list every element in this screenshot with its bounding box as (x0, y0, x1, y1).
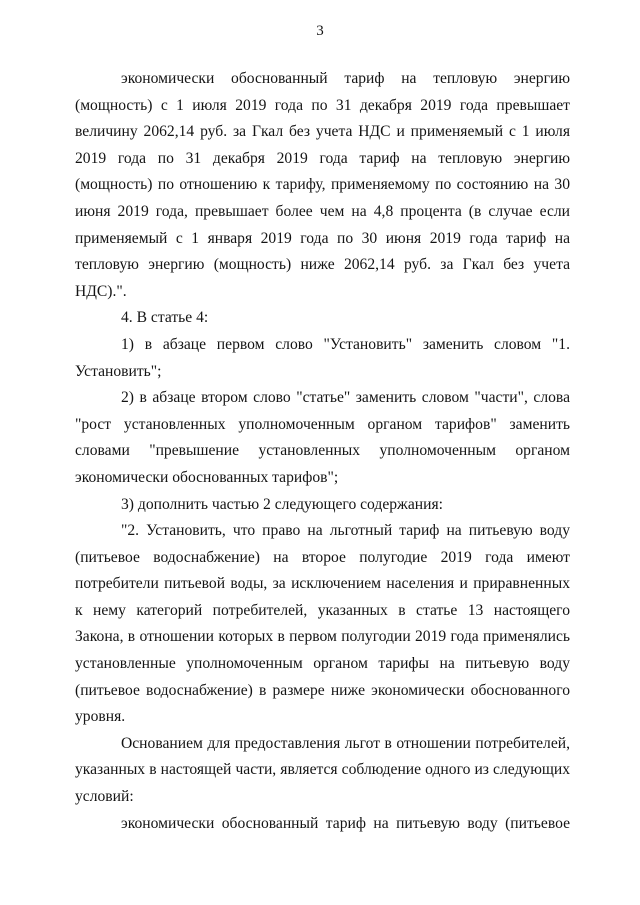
paragraph-item-2: 2) в абзаце втором слово "статье" заменить словом "части", слова "рост установленных уполномоченным органом тарифов" заменить словами "превышение установленных уполномоченным органом экономически обоснованных тарифов"; (75, 389, 570, 486)
paragraph-article-4-heading: 4. В статье 4: (121, 309, 209, 327)
paragraph-part-2: "2. Установить, что право на льготный тариф на питьевую воду (питьевое водоснабжение) на второе полугодие 2019 года имеют потребители питьевой воды, за исключением населения и приравненных к нему категорий потребителей, указанных в статье 13 настоящего Закона, в отношении которых в первом полугодии 2019 года применялись установленные уполномоченным органом тарифы на питьевую воду (питьевое водоснабжение) в размере ниже экономически обоснованного уровня. (75, 522, 570, 726)
paragraph-heat-tariff-condition: экономически обоснованный тариф на тепловую энергию (мощность) с 1 июля 2019 года по 31 декабря 2019 года превышает величину 2062,14 руб. за Гкал без учета НДС и применяемый с 1 июля 2019 года по 31 декабря 2019 года тариф на тепловую энергию (мощность) по отношению к тарифу, применяемому по состоянию на 30 июня 2019 года, превышает более чем на 4,8 процента (в случае если применяемый с 1 января 2019 года по 30 июня 2019 года тариф на тепловую энергию (мощность) ниже 2062,14 руб. за Гкал без учета НДС).". (75, 70, 570, 300)
paragraph-item-1: 1) в абзаце первом слово "Установить" заменить словом "1. Установить"; (75, 335, 570, 380)
document-body (75, 66, 570, 837)
paragraph-item-3: 3) дополнить частью 2 следующего содержания: (121, 495, 443, 513)
paragraph-grounds: Основанием для предоставления льгот в отношении потребителей, указанных в настоящей части, является соблюдение одного из следующих условий: (75, 734, 570, 806)
page-number: 3 (316, 23, 324, 39)
paragraph-water-tariff-condition: экономически обоснованный тариф на питьевую воду (питьевое (121, 814, 570, 832)
